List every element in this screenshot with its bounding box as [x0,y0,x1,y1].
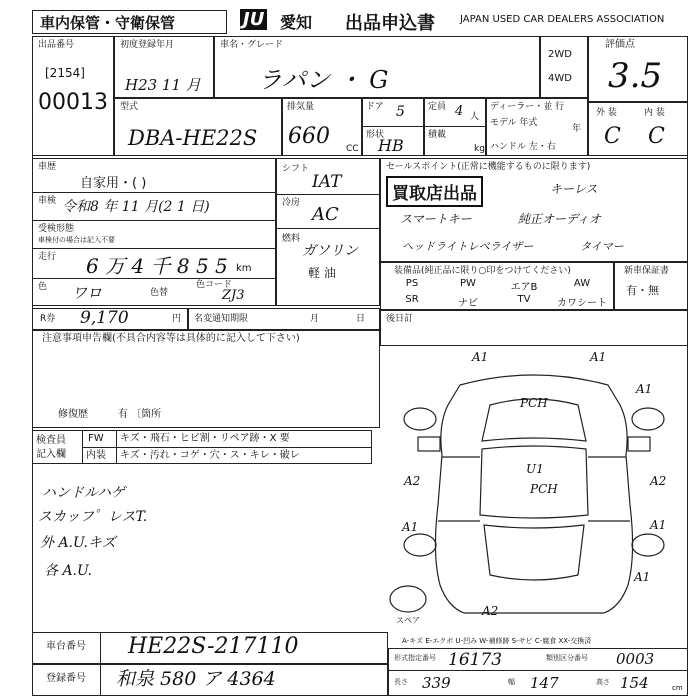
day-unit: 日 [356,314,366,324]
cm-unit: cm [672,684,683,692]
month-unit: 月 [310,314,320,324]
color-code-label: 色コード [196,280,233,290]
yen-unit: 円 [172,314,182,324]
form-type-value: 16173 [448,650,503,670]
repair-label: 修復歴 [58,409,88,420]
form-title: 出品申込書 [345,13,435,34]
diagram-label-11: A1 [634,570,651,584]
ju-logo: JU [240,9,267,30]
class-label: 類別区分番号 [546,654,588,662]
diagram-label-2: A1 [590,350,607,364]
inspector-label-1: 検査員 [36,435,66,446]
handle-label: ハンドル 左・右 [490,142,556,152]
equip-seat: カワシート [557,298,607,309]
cc-unit: CC [346,144,359,154]
inspector-divider-h [82,447,372,448]
warranty-value: 有・無 [626,284,659,297]
disp-value: 660 [288,124,330,149]
car-diagram [380,345,688,635]
seat-label: 定員 [428,102,447,112]
interior-insp-text: キズ・汚れ・コゲ・穴・ス・キレ・破レ [120,450,300,461]
sales-item-3: 純正オーディオ [518,212,602,226]
inspection-label: 車検 [38,196,57,206]
disp-label: 排気量 [287,102,315,112]
lot-label: 出品番号 [38,40,75,50]
equip-pw: PW [460,278,476,289]
load-label: 積載 [428,130,447,140]
diagram-label-3: A1 [636,382,653,396]
warranty-label: 新車保証書 [624,266,670,276]
door-value: 5 [396,104,405,120]
spec-divider [388,670,688,671]
diagram-label-10: PCH [530,482,558,496]
interior-value: C [648,124,665,149]
model-year-label: モデル 年式 [490,118,538,128]
color-label: 色 [38,282,48,292]
history-line-3 [32,248,276,249]
reception-label: 受検形態 [38,224,75,234]
color-code-value: ZJ3 [222,288,245,303]
first-reg-value: H23 11 月 [125,76,201,94]
reception-note: 車検付の場合は記入不要 [38,236,115,244]
type-value: DBA-HE22S [128,126,258,150]
mileage-label: 走行 [38,252,57,262]
sales-label: セールスポイント(正常に機能するものに限ります) [386,162,591,172]
shape-value: HB [378,136,404,155]
lot-number: 00013 [38,90,108,115]
sales-item-5: タイマー [580,240,624,253]
reg-label: 登録番号 [46,673,86,684]
shift-line-1 [276,194,380,195]
model-value: ラパン ・ G [258,66,389,94]
diagram-label-9: PCH [520,396,548,410]
history-label: 車歴 [38,162,57,172]
width-value: 147 [530,674,559,692]
ac-label: 冷房 [282,198,301,208]
fw-label: FW [88,433,104,444]
drive-2wd: 2WD [548,49,572,60]
sales-item-4: ヘッドライトレベライザー [402,240,534,253]
dealer-label: ディーラー・並 行 [490,102,565,112]
diagram-label-6: A1 [402,520,419,534]
note-line-4: 各 A.U. [44,563,92,579]
chassis-value: HE22S-217110 [128,634,299,659]
rear-label: 後日訂 [386,314,414,324]
diagram-label-8: U1 [526,462,544,476]
fw-text: キズ・飛石・ヒビ割・リペア跡・X 要 [120,433,290,444]
history-line-2 [32,220,276,221]
exterior-value: C [604,124,621,149]
equip-airbag: エアB [510,282,538,293]
length-value: 339 [422,674,451,692]
sales-item-2: スマートキー [400,212,472,226]
notes-label: 注意事項申告欄(不具合内容等は具体的に記入して下さい) [42,333,300,344]
equip-aw: AW [573,278,591,289]
width-label: 幅 [508,678,515,686]
year-unit: 年 [572,124,582,134]
name-change-label: 名変通知期限 [194,314,249,324]
form-type-label: 形式指定番号 [394,654,436,662]
type-label: 型式 [120,102,139,112]
drive-box [540,36,588,98]
seat-unit: 人 [470,112,480,122]
color-change-label: 色替 [150,288,169,298]
diagram-label-1: A1 [472,350,489,364]
recycle-value: 9,170 [80,308,129,328]
association-name: JAPAN USED CAR DEALERS ASSOCIATION [460,14,665,25]
first-reg-label: 初度登録年月 [120,40,175,50]
length-label: 長さ [394,678,408,686]
inspection-value: 令和8 年 11 月(2 1 日) [62,199,210,215]
lot-bracket: [2154] [45,66,85,80]
shift-label: シフト [282,164,310,174]
history-value: 自家用・( ) [80,176,147,191]
reg-value: 和泉 580 ア 4364 [116,668,276,690]
history-line-4 [32,278,276,279]
rating-label: 評価点 [605,39,635,50]
rating-value: 3.5 [608,56,663,96]
buyer-stamp: 買取店出品 [386,176,483,207]
interior-insp-label: 内装 [86,450,106,461]
equip-sr: SR [405,294,419,305]
interior-label: 内 装 [644,108,665,118]
rear-box [380,310,688,346]
color-value: ワロ [72,284,103,302]
diagram-label-5: A2 [650,474,667,488]
class-value: 0003 [616,650,655,668]
note-line-2: スカッフ゜レスT. [38,509,148,525]
recycle-label: R券 [40,314,56,324]
sales-item-1: キーレス [550,182,598,196]
diagram-label-4: A2 [404,474,421,488]
spare-label: スペア [396,616,420,625]
equipment-label: 装備品(純正品に限り○印をつけてください) [394,266,571,276]
equip-ps: PS [405,278,419,289]
seat-value: 4 [455,104,464,119]
equip-navi: ナビ [458,298,478,309]
ac-value: AC [312,204,339,225]
fuel-label: 燃料 [282,234,301,244]
storage-title: 車内保管・守衛保管 [40,14,176,32]
exterior-label: 外 装 [596,108,617,118]
fuel-option: 軽 油 [308,266,336,280]
kg-unit: kg [474,144,485,154]
drive-4wd: 4WD [548,73,572,84]
shape-label: 形状 [366,130,385,140]
history-line-1 [32,192,276,193]
inspector-label-2: 記入欄 [36,449,66,460]
note-line-3: 外 A.U.キズ [40,535,116,551]
diagram-label-12: A2 [482,604,499,618]
damage-legend: A-キズ E-エクボ U-凹み W-補修跡 S-サビ C-腐食 XX-交換済 [402,637,592,645]
mileage-value: 6 万 4 千 8 5 5 [86,254,228,278]
diagram-label-7: A1 [650,518,667,532]
fuel-value: ガソリン [302,243,358,259]
chassis-label: 車台番号 [46,641,86,652]
repair-value: 有 〔箇所 [118,409,162,420]
door-label: ドア [366,102,384,112]
note-line-1: ハンドルハゲ [42,485,126,501]
km-unit: km [236,263,252,274]
shift-value: IAT [312,172,342,192]
logo-text: 愛知 [280,13,313,32]
height-value: 154 [620,674,649,692]
shift-line-2 [276,228,380,229]
model-label: 車名・グレード [220,40,284,50]
equip-tv: TV [517,294,531,305]
height-label: 高さ [596,678,610,686]
